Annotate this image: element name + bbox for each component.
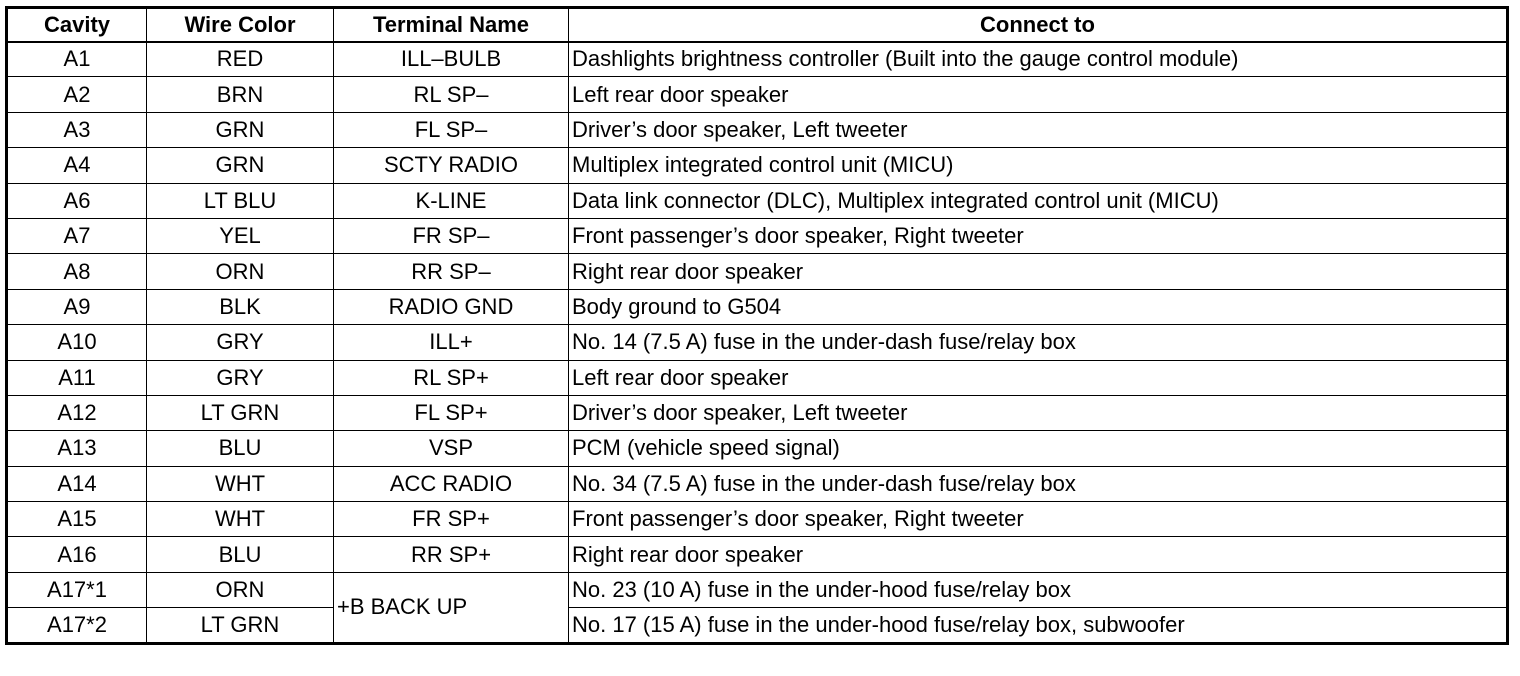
terminal-name-cell: FL SP+ — [334, 395, 569, 430]
connect-to-cell: No. 34 (7.5 A) fuse in the under-dash fuse/relay box — [569, 466, 1508, 501]
header-wire-color: Wire Color — [147, 8, 334, 42]
table-row — [7, 325, 1508, 360]
table-row — [7, 466, 1508, 501]
cavity-cell: A8 — [7, 254, 147, 289]
cavity-cell: A12 — [7, 395, 147, 430]
terminal-name-cell: FR SP– — [334, 218, 569, 253]
cavity-cell: A11 — [7, 360, 147, 395]
connect-to-cell: No. 23 (10 A) fuse in the under-hood fuse/relay box — [569, 572, 1508, 607]
wire-color-cell: GRY — [147, 325, 334, 360]
terminal-name-cell: RR SP– — [334, 254, 569, 289]
table-row — [7, 360, 1508, 395]
cavity-cell: A13 — [7, 431, 147, 466]
table-row — [7, 218, 1508, 253]
connect-to-cell: PCM (vehicle speed signal) — [569, 431, 1508, 466]
terminal-name-cell-merged: +B BACK UP — [334, 572, 569, 643]
header-row — [7, 8, 1508, 42]
wire-color-cell: BLU — [147, 537, 334, 572]
cavity-cell: A9 — [7, 289, 147, 324]
cavity-cell: A6 — [7, 183, 147, 218]
header-connect-to: Connect to — [569, 8, 1508, 42]
table-row — [7, 254, 1508, 289]
wire-color-cell: BLU — [147, 431, 334, 466]
cavity-cell: A17*1 — [7, 572, 147, 607]
table-row — [7, 537, 1508, 572]
connect-to-cell: Multiplex integrated control unit (MICU) — [569, 148, 1508, 183]
wire-color-cell: GRY — [147, 360, 334, 395]
table-row — [7, 42, 1508, 77]
cavity-cell: A15 — [7, 502, 147, 537]
connect-to-cell: No. 17 (15 A) fuse in the under-hood fuse/relay box, subwoofer — [569, 608, 1508, 643]
wire-color-cell: ORN — [147, 572, 334, 607]
wire-color-cell: YEL — [147, 218, 334, 253]
connect-to-cell: Driver’s door speaker, Left tweeter — [569, 112, 1508, 147]
table-row — [7, 289, 1508, 324]
cavity-cell: A2 — [7, 77, 147, 112]
connect-to-cell: Right rear door speaker — [569, 254, 1508, 289]
wire-color-cell: RED — [147, 42, 334, 77]
connect-to-cell: Left rear door speaker — [569, 360, 1508, 395]
terminal-name-cell: VSP — [334, 431, 569, 466]
table-row — [7, 502, 1508, 537]
wire-color-cell: ORN — [147, 254, 334, 289]
table-row — [7, 183, 1508, 218]
terminal-name-cell: FL SP– — [334, 112, 569, 147]
terminal-name-cell: ILL+ — [334, 325, 569, 360]
connect-to-cell: Left rear door speaker — [569, 77, 1508, 112]
terminal-name-cell: K-LINE — [334, 183, 569, 218]
terminal-name-cell: FR SP+ — [334, 502, 569, 537]
wire-color-cell: BRN — [147, 77, 334, 112]
table-row — [7, 431, 1508, 466]
terminal-name-cell: RL SP– — [334, 77, 569, 112]
cavity-cell: A10 — [7, 325, 147, 360]
wire-color-cell: GRN — [147, 112, 334, 147]
table-row — [7, 395, 1508, 430]
terminal-name-cell: RL SP+ — [334, 360, 569, 395]
wire-color-cell: BLK — [147, 289, 334, 324]
cavity-cell: A14 — [7, 466, 147, 501]
header-cavity: Cavity — [7, 8, 147, 42]
table-row — [7, 608, 1508, 643]
cavity-cell: A16 — [7, 537, 147, 572]
table-row — [7, 148, 1508, 183]
connect-to-cell: Front passenger’s door speaker, Right tweeter — [569, 502, 1508, 537]
wire-color-cell: GRN — [147, 148, 334, 183]
connect-to-cell: Data link connector (DLC), Multiplex integrated control unit (MICU) — [569, 183, 1508, 218]
terminal-name-cell: ACC RADIO — [334, 466, 569, 501]
connector-table — [5, 6, 1509, 645]
table-body — [7, 42, 1508, 644]
connect-to-cell: Front passenger’s door speaker, Right tweeter — [569, 218, 1508, 253]
cavity-cell: A1 — [7, 42, 147, 77]
connect-to-cell: Right rear door speaker — [569, 537, 1508, 572]
connect-to-cell: Driver’s door speaker, Left tweeter — [569, 395, 1508, 430]
cavity-cell: A4 — [7, 148, 147, 183]
connect-to-cell: Dashlights brightness controller (Built into the gauge control module) — [569, 42, 1508, 77]
wire-color-cell: WHT — [147, 502, 334, 537]
terminal-name-cell: RR SP+ — [334, 537, 569, 572]
cavity-cell: A17*2 — [7, 608, 147, 643]
table-row — [7, 112, 1508, 147]
connect-to-cell: No. 14 (7.5 A) fuse in the under-dash fuse/relay box — [569, 325, 1508, 360]
table-row — [7, 77, 1508, 112]
table-row — [7, 572, 1508, 607]
connect-to-cell: Body ground to G504 — [569, 289, 1508, 324]
terminal-name-cell: ILL–BULB — [334, 42, 569, 77]
wire-color-cell: LT GRN — [147, 395, 334, 430]
wire-color-cell: LT BLU — [147, 183, 334, 218]
header-terminal-name: Terminal Name — [334, 8, 569, 42]
wire-color-cell: WHT — [147, 466, 334, 501]
cavity-cell: A3 — [7, 112, 147, 147]
terminal-name-cell: RADIO GND — [334, 289, 569, 324]
wire-color-cell: LT GRN — [147, 608, 334, 643]
cavity-cell: A7 — [7, 218, 147, 253]
terminal-name-cell: SCTY RADIO — [334, 148, 569, 183]
